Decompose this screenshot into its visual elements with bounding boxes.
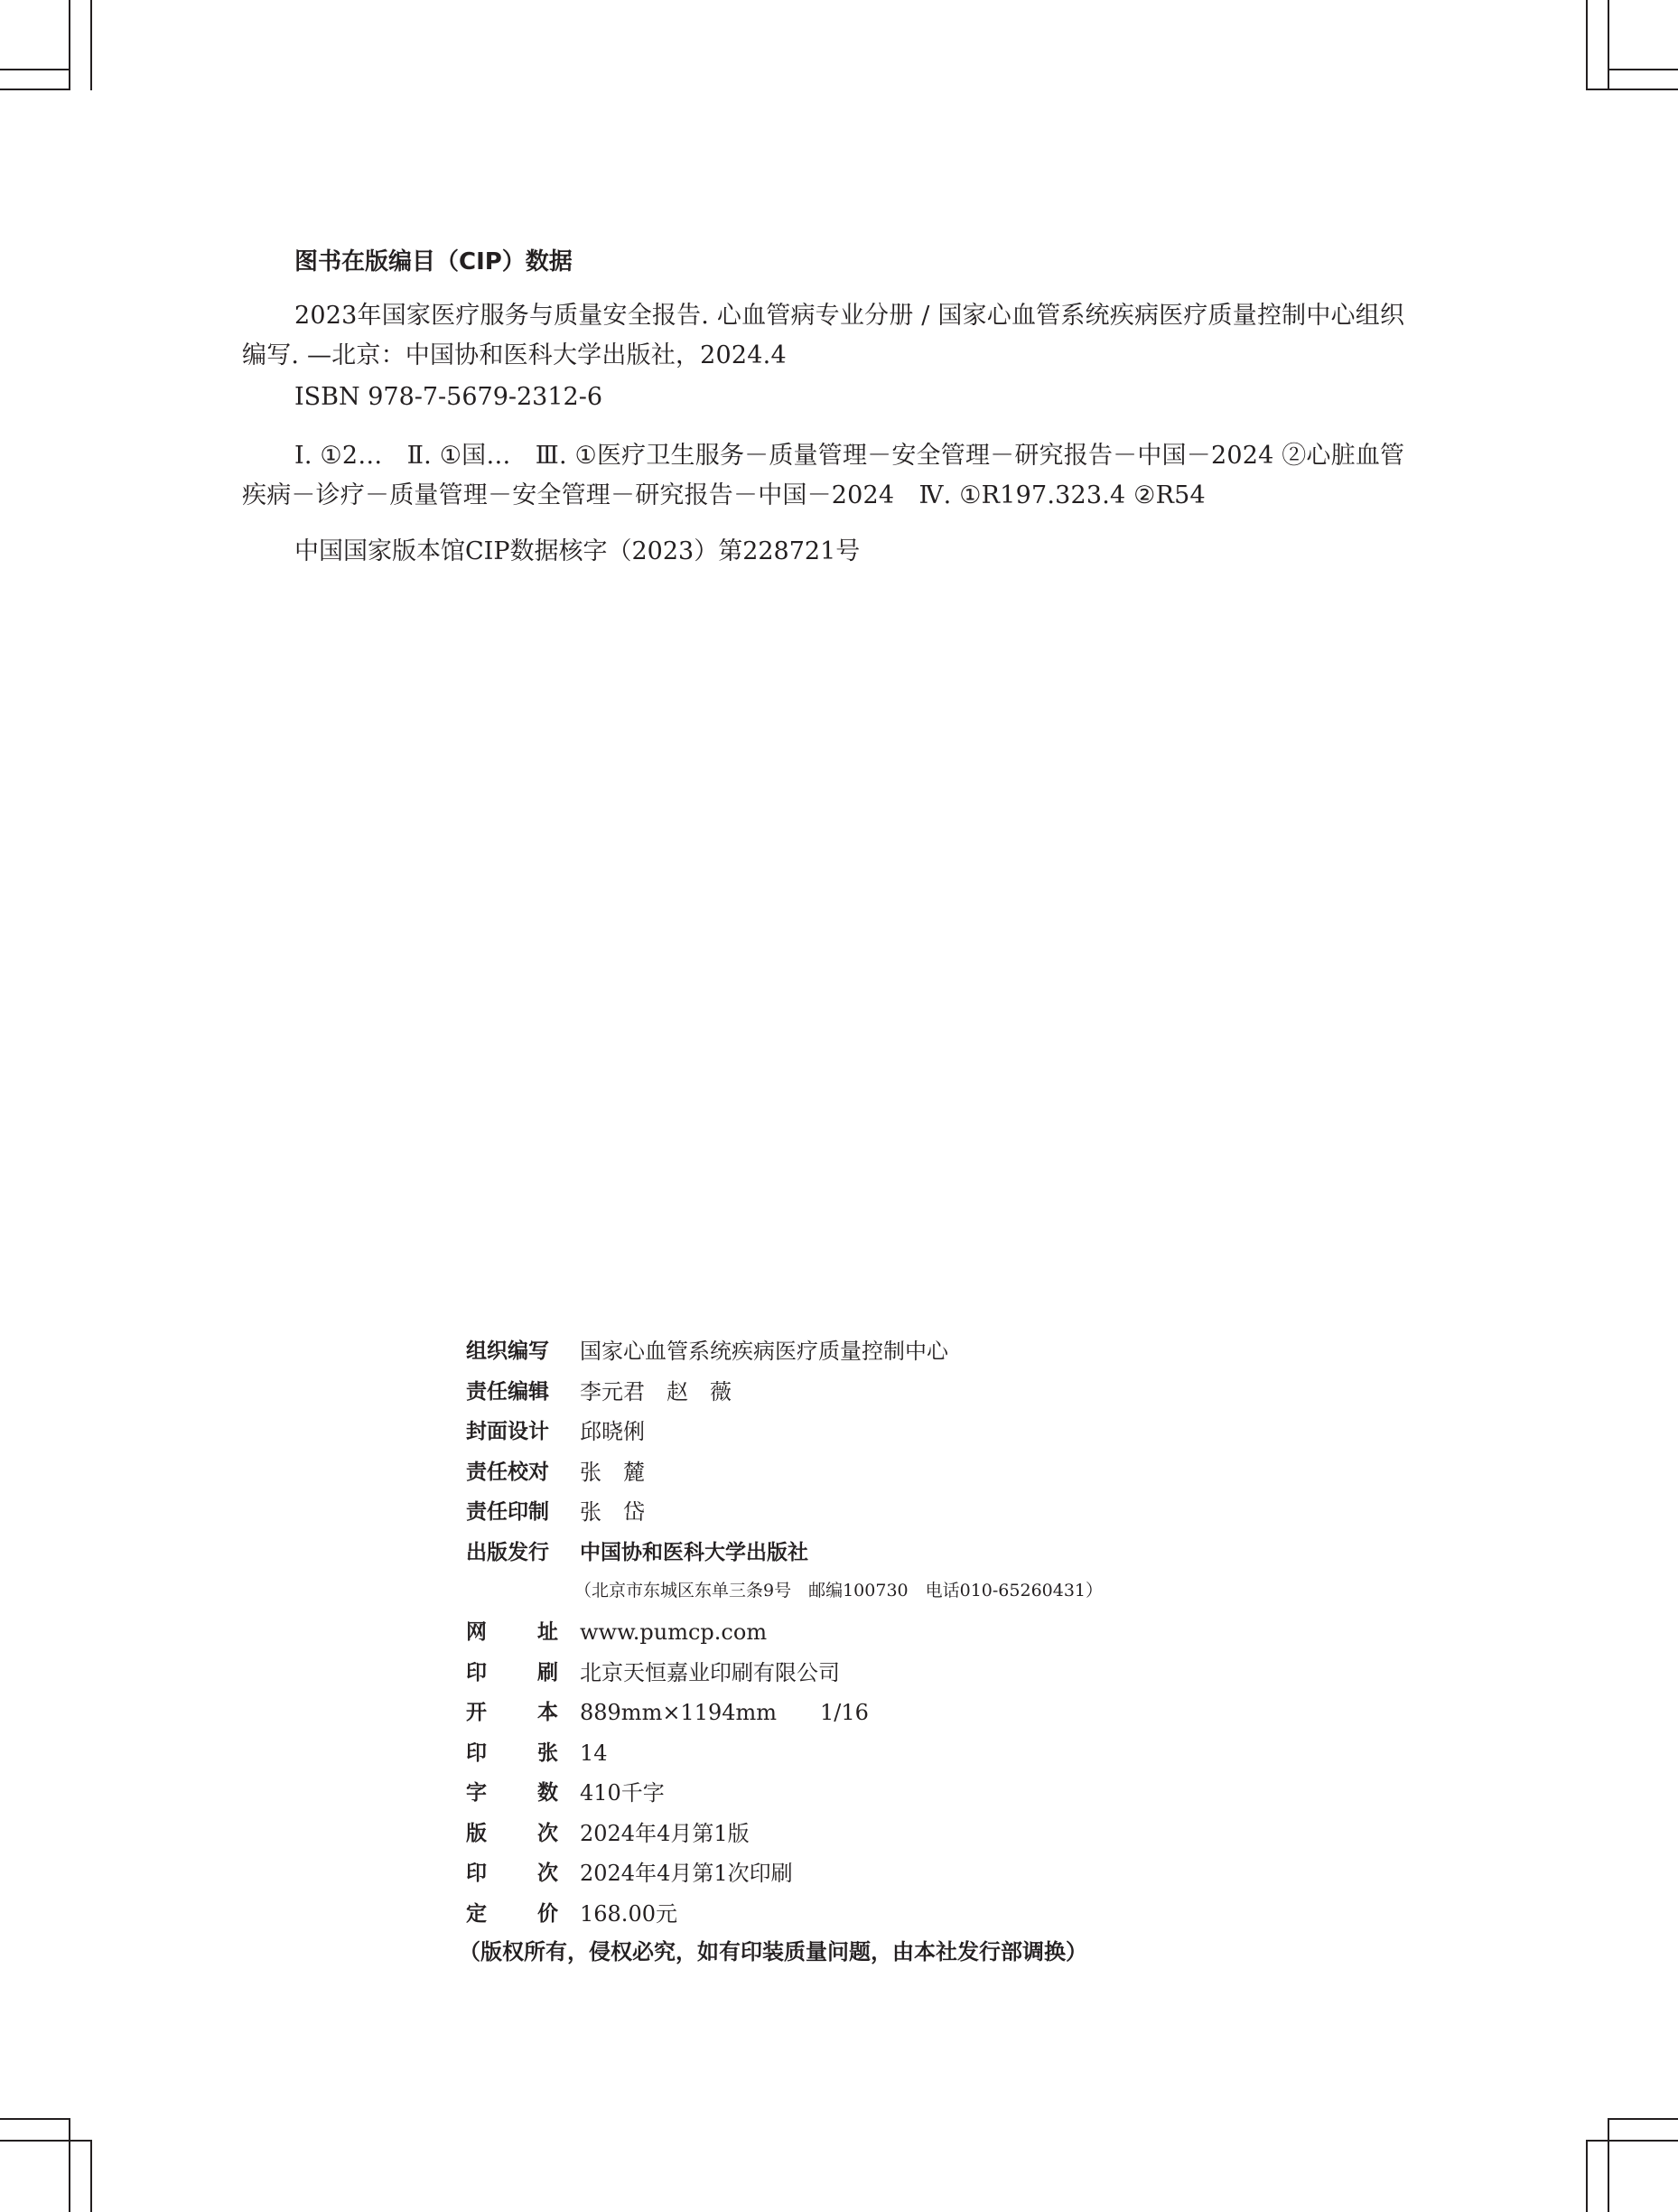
imprint-row-sheets <box>466 1733 1189 1774</box>
imprint-label: 责任印制 <box>466 1500 549 1524</box>
imprint-label: 责任校对 <box>466 1460 549 1484</box>
imprint-label: 印 张 <box>466 1741 558 1765</box>
imprint-value: 张 岱 <box>580 1499 645 1525</box>
cip-subject-headings: Ⅰ. ①2… Ⅱ. ①国… Ⅲ. ①医疗卫生服务－质量管理－安全管理－研究报告－中国－2024 ②心脏血管疾病－诊疗－质量管理－安全管理－研究报告－中国－2024 Ⅳ. ①R197.323.4 ②R54 <box>242 442 1405 509</box>
imprint-label: 印 次 <box>466 1862 558 1885</box>
imprint-row-editors <box>466 1372 1189 1413</box>
imprint-label: 责任编辑 <box>466 1379 549 1404</box>
imprint-row-printer <box>466 1653 1189 1694</box>
imprint-row-printing-supervisor <box>466 1492 1189 1533</box>
cip-bibliography: 2023年国家医疗服务与质量安全报告. 心血管病专业分册 / 国家心血管系统疾病医疗质量控制中心组织编写. —北京：中国协和医科大学出版社，2024.4 <box>242 302 1405 369</box>
imprint-label: 开 本 <box>466 1701 558 1724</box>
imprint-row-organizer <box>466 1331 1189 1372</box>
imprint-value: 邱晓俐 <box>580 1419 645 1444</box>
imprint-label: 定 价 <box>466 1901 558 1926</box>
cip-isbn: ISBN 978-7-5679-2312-6 <box>294 383 603 411</box>
cip-record-number: 中国国家版本馆CIP数据核字（2023）第228721号 <box>294 537 861 565</box>
imprint-row-format <box>466 1693 1189 1733</box>
publisher-address: （北京市东城区东单三条9号 邮编100730 电话010-65260431） <box>574 1581 1104 1601</box>
imprint-value: 14 <box>580 1740 608 1766</box>
imprint-row-website <box>466 1612 1189 1653</box>
imprint-label: 版 次 <box>466 1821 558 1845</box>
imprint-label: 网 址 <box>466 1620 558 1644</box>
imprint-value: 北京天恒嘉业印刷有限公司 <box>580 1659 840 1685</box>
imprint-label: 封面设计 <box>466 1420 549 1443</box>
imprint-label: 组织编写 <box>466 1339 549 1363</box>
imprint-row-word-count <box>466 1773 1189 1814</box>
imprint-row-proofreader <box>466 1452 1189 1493</box>
imprint-value: 李元君 赵 薇 <box>580 1378 732 1405</box>
imprint-row-price <box>466 1894 1189 1935</box>
imprint-value: 168.00元 <box>580 1900 677 1927</box>
imprint-value: 2024年4月第1次印刷 <box>580 1861 793 1886</box>
cip-heading: 图书在版编目（CIP）数据 <box>294 248 573 275</box>
imprint-row-printing <box>466 1853 1189 1894</box>
imprint-table <box>466 1331 1189 1934</box>
imprint-value: 2024年4月第1版 <box>580 1820 750 1846</box>
imprint-label: 印 刷 <box>466 1660 558 1685</box>
imprint-value: www.pumcp.com <box>580 1619 768 1645</box>
imprint-value: 中国协和医科大学出版社 <box>580 1540 808 1564</box>
imprint-value: 889mm×1194mm 1/16 <box>580 1700 869 1725</box>
imprint-label: 字 数 <box>466 1781 558 1805</box>
rights-notice: （版权所有，侵权必究，如有印装质量问题，由本社发行部调换） <box>459 1939 1087 1965</box>
imprint-value: 国家心血管系统疾病医疗质量控制中心 <box>580 1339 948 1364</box>
imprint-label: 出版发行 <box>466 1540 549 1564</box>
imprint-row-cover-design <box>466 1412 1189 1452</box>
imprint-value: 张 麓 <box>580 1459 645 1485</box>
imprint-value: 410千字 <box>580 1780 665 1806</box>
imprint-row-edition <box>466 1814 1189 1854</box>
imprint-row-publisher <box>466 1533 1189 1573</box>
